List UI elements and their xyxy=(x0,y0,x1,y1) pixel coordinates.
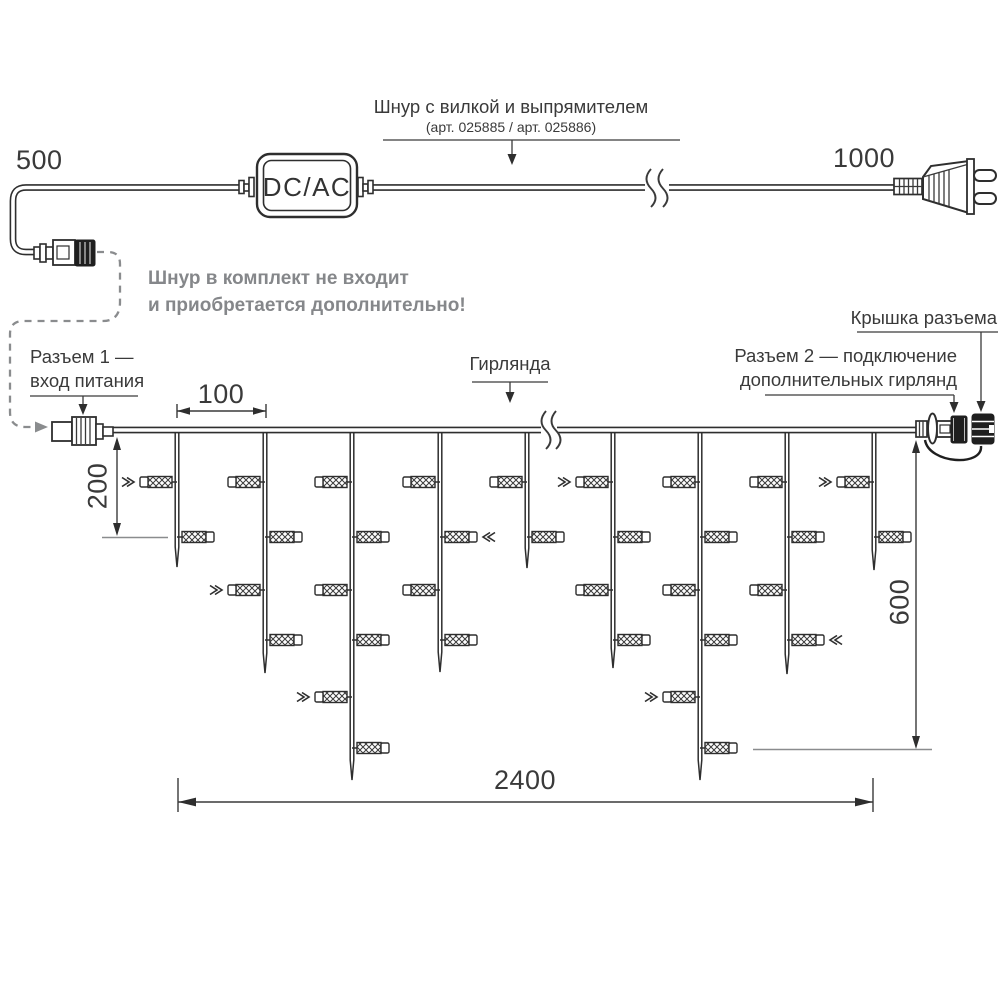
lamp-body xyxy=(792,532,816,543)
dim-100-label: 100 xyxy=(197,379,245,409)
dim-2400-label: 2400 xyxy=(493,765,557,795)
lamp-body xyxy=(879,532,903,543)
lamp-cap xyxy=(228,477,236,487)
drop-line xyxy=(525,433,529,568)
lamp-cap xyxy=(294,532,302,542)
garland-wire xyxy=(52,411,917,449)
connector1-label-line1: Разъем 1 — xyxy=(30,346,134,367)
lamp-body xyxy=(323,477,347,488)
connector2-pointer xyxy=(765,395,959,413)
garland-pointer xyxy=(472,382,548,403)
dim-600-label: 600 xyxy=(884,578,915,626)
lamp-cap xyxy=(469,635,477,645)
lamp-cap xyxy=(403,477,411,487)
lamp-cap xyxy=(556,532,564,542)
lamp-cap xyxy=(816,635,824,645)
drop-line xyxy=(872,433,876,570)
lamp-body xyxy=(357,635,381,646)
lamp-body xyxy=(758,585,782,596)
lamp-cap xyxy=(315,585,323,595)
lamp-body xyxy=(498,477,522,488)
dim-1000-label: 1000 xyxy=(833,143,896,173)
lamp-cap xyxy=(381,635,389,645)
cord-label-pointer xyxy=(383,140,680,165)
lamp-cap xyxy=(903,532,911,542)
lamp-body xyxy=(671,477,695,488)
lamp-cap xyxy=(663,692,671,702)
connector1-label-line2: вход питания xyxy=(30,370,145,391)
lamp-body xyxy=(411,585,435,596)
drop-line xyxy=(263,433,267,673)
lamp-body xyxy=(445,532,469,543)
lamp-body xyxy=(758,477,782,488)
converter-label: DC/AC xyxy=(262,172,352,202)
lamp-body xyxy=(270,635,294,646)
lamp-body xyxy=(584,585,608,596)
note-line2: и приобретается дополнительно! xyxy=(148,295,466,316)
garland-label: Гирлянда xyxy=(469,353,551,374)
lamp-body xyxy=(705,743,729,754)
lamp-cap xyxy=(403,585,411,595)
lamp-cap xyxy=(837,477,845,487)
drop-line xyxy=(785,433,789,674)
power-plug-icon xyxy=(894,159,996,214)
connector1-pointer xyxy=(30,396,138,415)
lamp-body xyxy=(445,635,469,646)
lamp-cap xyxy=(642,532,650,542)
lamp-body xyxy=(182,532,206,543)
lamp-cap xyxy=(228,585,236,595)
dc-connector-icon xyxy=(34,240,95,266)
lamp-cap xyxy=(294,635,302,645)
lamp-cap xyxy=(816,532,824,542)
lamp-body xyxy=(584,477,608,488)
cap-label: Крышка разъема xyxy=(850,307,997,328)
lamp-body xyxy=(845,477,869,488)
connector2-label-line2: дополнительных гирлянд xyxy=(739,369,957,390)
lamp-cap xyxy=(750,477,758,487)
lamp-body xyxy=(411,477,435,488)
lamp-cap xyxy=(490,477,498,487)
lamp-cap xyxy=(315,692,323,702)
lamp-body xyxy=(357,532,381,543)
lamp-cap xyxy=(381,743,389,753)
connector2-label-line1: Разъем 2 — подключение xyxy=(734,345,957,366)
lamp-cap xyxy=(469,532,477,542)
connector-cap-icon xyxy=(972,414,994,444)
cord-label-line1: Шнур с вилкой и выпрямителем xyxy=(373,96,649,117)
dashed-arrowhead xyxy=(35,422,48,433)
lamp-cap xyxy=(315,477,323,487)
lamp-body xyxy=(323,585,347,596)
lamp-cap xyxy=(576,477,584,487)
note-line1: Шнур в комплект не входит xyxy=(148,268,409,289)
lamp-cap xyxy=(381,532,389,542)
lamp-cap xyxy=(206,532,214,542)
lamp-body xyxy=(705,635,729,646)
lamp-body xyxy=(618,532,642,543)
lamp-body xyxy=(671,585,695,596)
dim-500-label: 500 xyxy=(16,145,63,175)
cord-label-line2: (арт. 025885 / арт. 025886) xyxy=(425,119,597,135)
lamp-body xyxy=(236,477,260,488)
lamp-body xyxy=(323,692,347,703)
lamp-body xyxy=(148,477,172,488)
lamp-cap xyxy=(729,635,737,645)
garland-drops xyxy=(122,433,911,780)
lamp-cap xyxy=(642,635,650,645)
lamp-body xyxy=(618,635,642,646)
lamp-cap xyxy=(663,585,671,595)
lamp-cap xyxy=(140,477,148,487)
drop-line xyxy=(350,433,354,780)
lamp-body xyxy=(357,743,381,754)
lamp-body xyxy=(705,532,729,543)
drop-line xyxy=(438,433,442,672)
lamp-cap xyxy=(729,743,737,753)
drop-line xyxy=(698,433,702,780)
lamp-body xyxy=(532,532,556,543)
dim-200-label: 200 xyxy=(82,462,113,510)
lamp-body xyxy=(792,635,816,646)
lamp-cap xyxy=(750,585,758,595)
connector-1-icon xyxy=(52,417,113,445)
lamp-cap xyxy=(729,532,737,542)
connector-2-assembly xyxy=(916,414,994,461)
lamp-body xyxy=(236,585,260,596)
drop-line xyxy=(175,433,179,567)
lamp-cap xyxy=(663,477,671,487)
lamp-body xyxy=(270,532,294,543)
lamp-cap xyxy=(576,585,584,595)
cord-break-symbol xyxy=(647,169,668,207)
drop-line xyxy=(611,433,615,668)
lamp-body xyxy=(671,692,695,703)
dashed-route xyxy=(10,252,120,433)
